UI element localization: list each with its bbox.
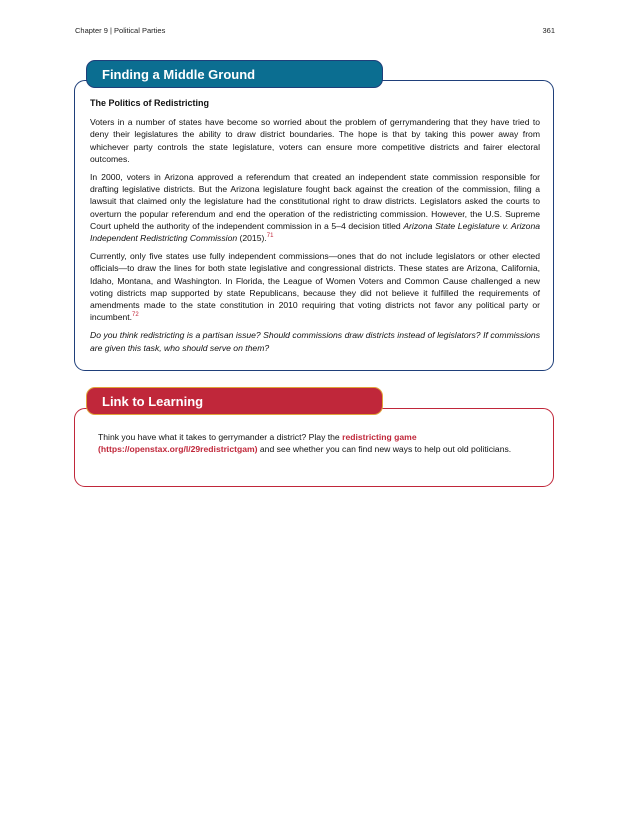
page-number: 361 — [542, 26, 555, 35]
link-text-before: Think you have what it takes to gerrymander a district? Play the — [98, 432, 343, 442]
paragraph-2 — [90, 171, 540, 244]
link-paragraph — [98, 431, 518, 455]
feature-content — [90, 97, 540, 360]
feature-heading: The Politics of Redistricting — [90, 98, 210, 108]
paragraph-1: Voters in a number of states have become so worried about the problem of gerrymandering that they have tried to deny their legislatures the ability to draw district boundaries. The hope is that by taking this power away from whichever party controls the state legislature, voters can ensure more competitive districts and fairer electoral outcomes. — [90, 117, 540, 164]
paragraph-3 — [90, 250, 540, 323]
paragraph-2-end: (2015). — [237, 233, 267, 244]
feature-tab-title: Finding a Middle Ground — [86, 60, 383, 88]
redistricting-game-link[interactable]: redistricting game (https://openstax.org/l/29redistrictgam) — [98, 432, 417, 455]
link-to-learning-tab-title: Link to Learning — [86, 387, 383, 415]
link-text-after: and see whether you can find new ways to help out old politicians. — [257, 444, 512, 455]
paragraph-2-text: In 2000, voters in Arizona approved a referendum that created an independent state commission responsible for drafting legislative districts. But the Arizona legislature fought back against the creation of the commission, filing a lawsuit that claimed only the legislature had the constitutional right to draw districts. Legislators asked the courts to overturn the popular referendum and end the operation of the redistricting commission. However, the U.S. Supreme Court upheld the authority of the independent commission in a 5–4 decision titled — [90, 172, 540, 231]
paragraph-3-text: Currently, only five states use fully independent commissions—ones that do not include legislators or other elected officials—to draw the lines for both state legislative and congressional districts. These states are Arizona, California, Idaho, Montana, and Washington. In Florida, the League of Women Voters and Common Cause challenged a new voting districts map supported by state Republicans, because they did not believe it fulfilled the requirements of amendments made to the state constitution in 2010 requiring that voting districts not favor any political party or incumbent. — [90, 251, 540, 323]
link-to-learning-content — [98, 431, 518, 461]
footnote-ref-72[interactable]: 72 — [132, 312, 139, 319]
running-head-chapter: Chapter 9 | Political Parties — [75, 26, 166, 35]
case-title: Arizona State Legislature v. Arizona Independent Redistricting Commission — [90, 220, 540, 244]
footnote-ref-71[interactable]: 71 — [266, 233, 274, 240]
discussion-question: Do you think redistricting is a partisan issue? Should commissions draw districts instead of legislators? If commissions are given this task, who should serve on them? — [90, 330, 540, 353]
